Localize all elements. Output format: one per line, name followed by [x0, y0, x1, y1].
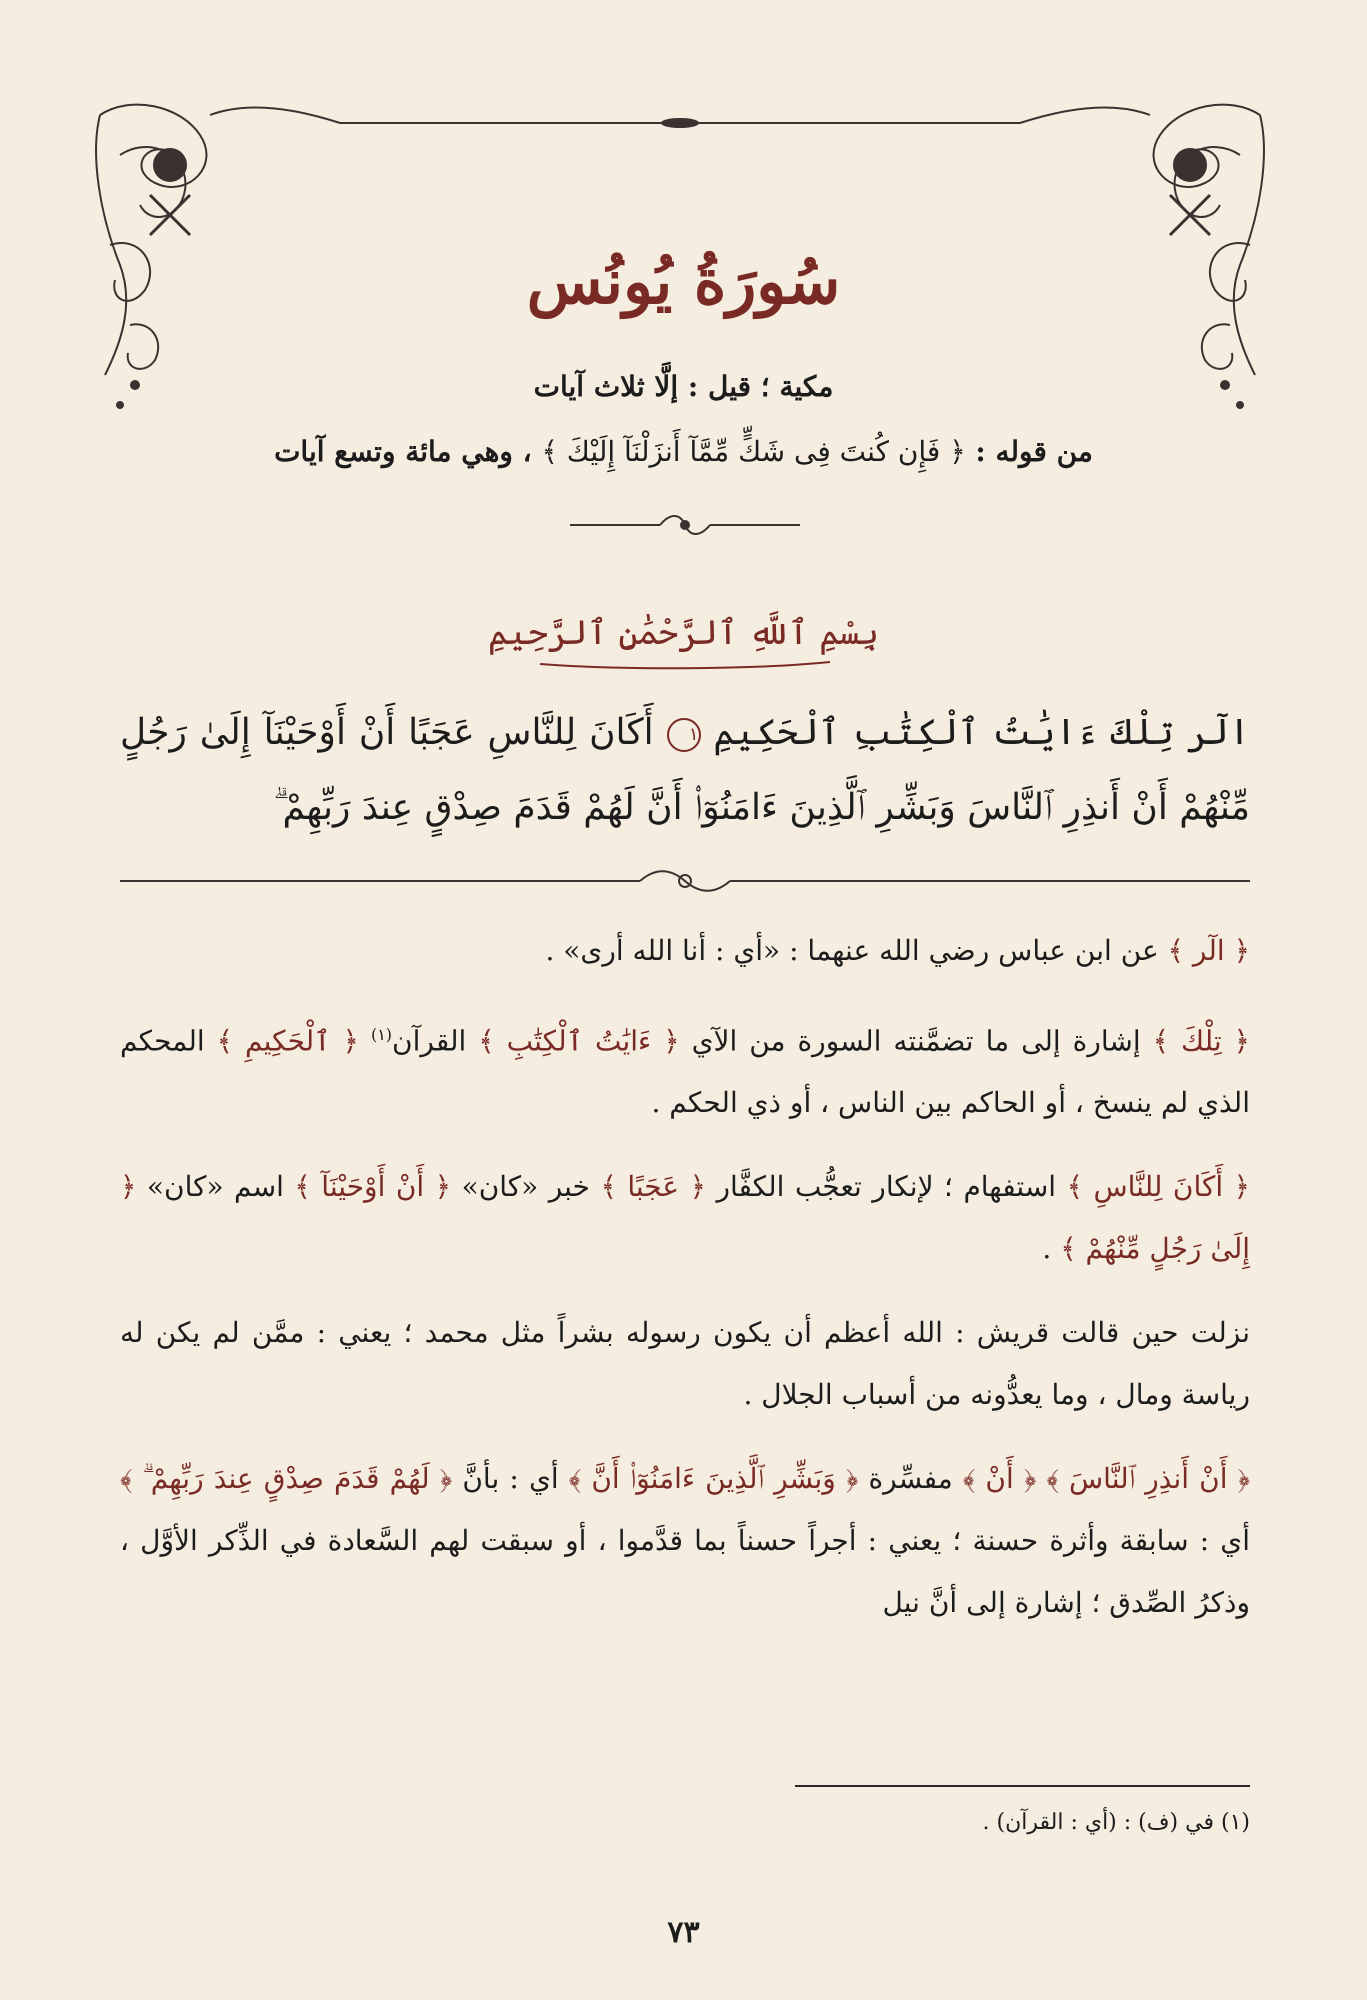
quran-quote: ﴿ لَهُمْ قَدَمَ صِدْقٍ عِندَ رَبِّهِمْ ۗ ﴾ [120, 1462, 453, 1496]
commentary-text: . [1042, 1232, 1052, 1266]
commentary-text: مفسِّرة [868, 1462, 953, 1496]
commentary-text: اسم «كان» [146, 1170, 284, 1204]
commentary-paragraph-3 [120, 1156, 1250, 1280]
quran-quote: ﴿ أَكَانَ لِلنَّاسِ ﴾ [1066, 1170, 1250, 1204]
quran-quote: ﴿ إِلَىٰ رَجُلٍ مِّنْهُمْ ﴾ [120, 1170, 1250, 1266]
quran-quote: ﴿ ءَايَٰتُ ٱلْكِتَٰبِ ﴾ [478, 1024, 680, 1058]
verse-number-marker: ١ [667, 718, 701, 752]
quran-quote: ﴿ ٱلْحَكِيمِ ﴾ [216, 1024, 359, 1058]
quran-quote: ﴿ أَنْ أَنذِرِ ٱلنَّاسَ ﴾ [1046, 1462, 1251, 1496]
quran-quote: ﴿ تِلْكَ ﴾ [1152, 1024, 1251, 1058]
section-divider [120, 866, 1250, 896]
quran-verses [120, 695, 1250, 845]
quran-quote: ﴿ وَبَشِّرِ ٱلَّذِينَ ءَامَنُوٓا۟ أَنَّ ﴾ [568, 1462, 859, 1496]
commentary-text: استفهام ؛ لإنكار تعجُّب الكفَّار [716, 1170, 1057, 1204]
quran-quote: ﴿ عَجَبًا ﴾ [600, 1170, 706, 1204]
footnote [120, 1810, 1250, 1835]
verse-count-suffix: ، وهي مائة وتسع آيات [274, 435, 532, 468]
tafsir-commentary [120, 920, 1250, 1656]
verse-1: الٓر تِلْكَ ءَايَٰتُ ٱلْكِتَٰبِ ٱلْحَكِيمِ [713, 712, 1250, 753]
commentary-text: أي : سابقة وأثرة حسنة ؛ يعني : أجراً حسناً بما قدَّموا ، أو سبقت لهم السَّعادة في الذِّكر الأوَّل ، وذكرُ الصِّدق ؛ إشارة إلى أنَّ نيل [120, 1524, 1250, 1620]
verse-count-note [0, 435, 1367, 468]
commentary-text: أي : بأنَّ [462, 1462, 559, 1496]
footnote-separator [795, 1785, 1250, 1787]
commentary-text: القرآن [392, 1024, 467, 1058]
commentary-text: إشارة إلى ما تضمَّنته السورة من الآي [691, 1024, 1141, 1058]
footnote-number: (١) [1220, 1810, 1250, 1835]
verse-2: أَكَانَ لِلنَّاسِ عَجَبًا أَنْ أَوْحَيْنَآ إِلَىٰ رَجُلٍ مِّنْهُمْ أَنْ أَنذِرِ ٱلنَّاسَ وَبَشِّرِ ٱلَّذِينَ ءَامَنُوٓا۟ أَنَّ لَهُمْ قَدَمَ صِدْقٍ عِندَ رَبِّهِمْ ۗ [120, 712, 1250, 828]
commentary-paragraph-5 [120, 1448, 1250, 1634]
commentary-paragraph-4: نزلت حين قالت قريش : الله أعظم أن يكون رسوله بشراً مثل محمد ؛ يعني : ممَّن لم يكن له رياسة ومال ، وما يعدُّونه من أسباب الجلال . [120, 1316, 1250, 1412]
verse-count-prefix: من قوله : [975, 435, 1093, 468]
quran-quote: ﴿ الٓر ﴾ [1167, 934, 1250, 967]
revelation-note: مكية ؛ قيل : إلَّا ثلاث آيات [533, 370, 834, 403]
quran-quote: ﴿ أَنْ ﴾ [962, 1462, 1037, 1496]
commentary-text: المحكم الذي لم ينسخ ، أو الحاكم بين الناس ، أو ذي الحكم . [120, 1024, 1250, 1120]
footnote-text: في (ف) : (أي : القرآن) . [982, 1810, 1214, 1835]
commentary-text: خبر «كان» [461, 1170, 590, 1204]
commentary-paragraph-2 [120, 1004, 1250, 1134]
page-number: ٧٣ [667, 1915, 700, 1950]
surah-title: سُورَةُ يُونُس [526, 245, 841, 318]
basmala-flourish [540, 658, 830, 670]
footnote-reference: (١) [370, 1025, 393, 1044]
ornament-divider-small [570, 510, 800, 540]
basmala: بِسْمِ ٱللَّهِ ٱلرَّحْمَٰنِ ٱلرَّحِيمِ [487, 613, 880, 653]
quran-quote: ﴿ أَنْ أَوْحَيْنَآ ﴾ [294, 1170, 452, 1204]
commentary-text: عن ابن عباس رضي الله عنهما : «أي : أنا الله أرى» . [545, 934, 1159, 967]
quoted-verse: ﴿ فَإِن كُنتَ فِى شَكٍّ مِّمَّآ أَنزَلْنَآ إِلَيْكَ ﴾ [541, 435, 966, 468]
commentary-paragraph-1 [120, 920, 1250, 982]
